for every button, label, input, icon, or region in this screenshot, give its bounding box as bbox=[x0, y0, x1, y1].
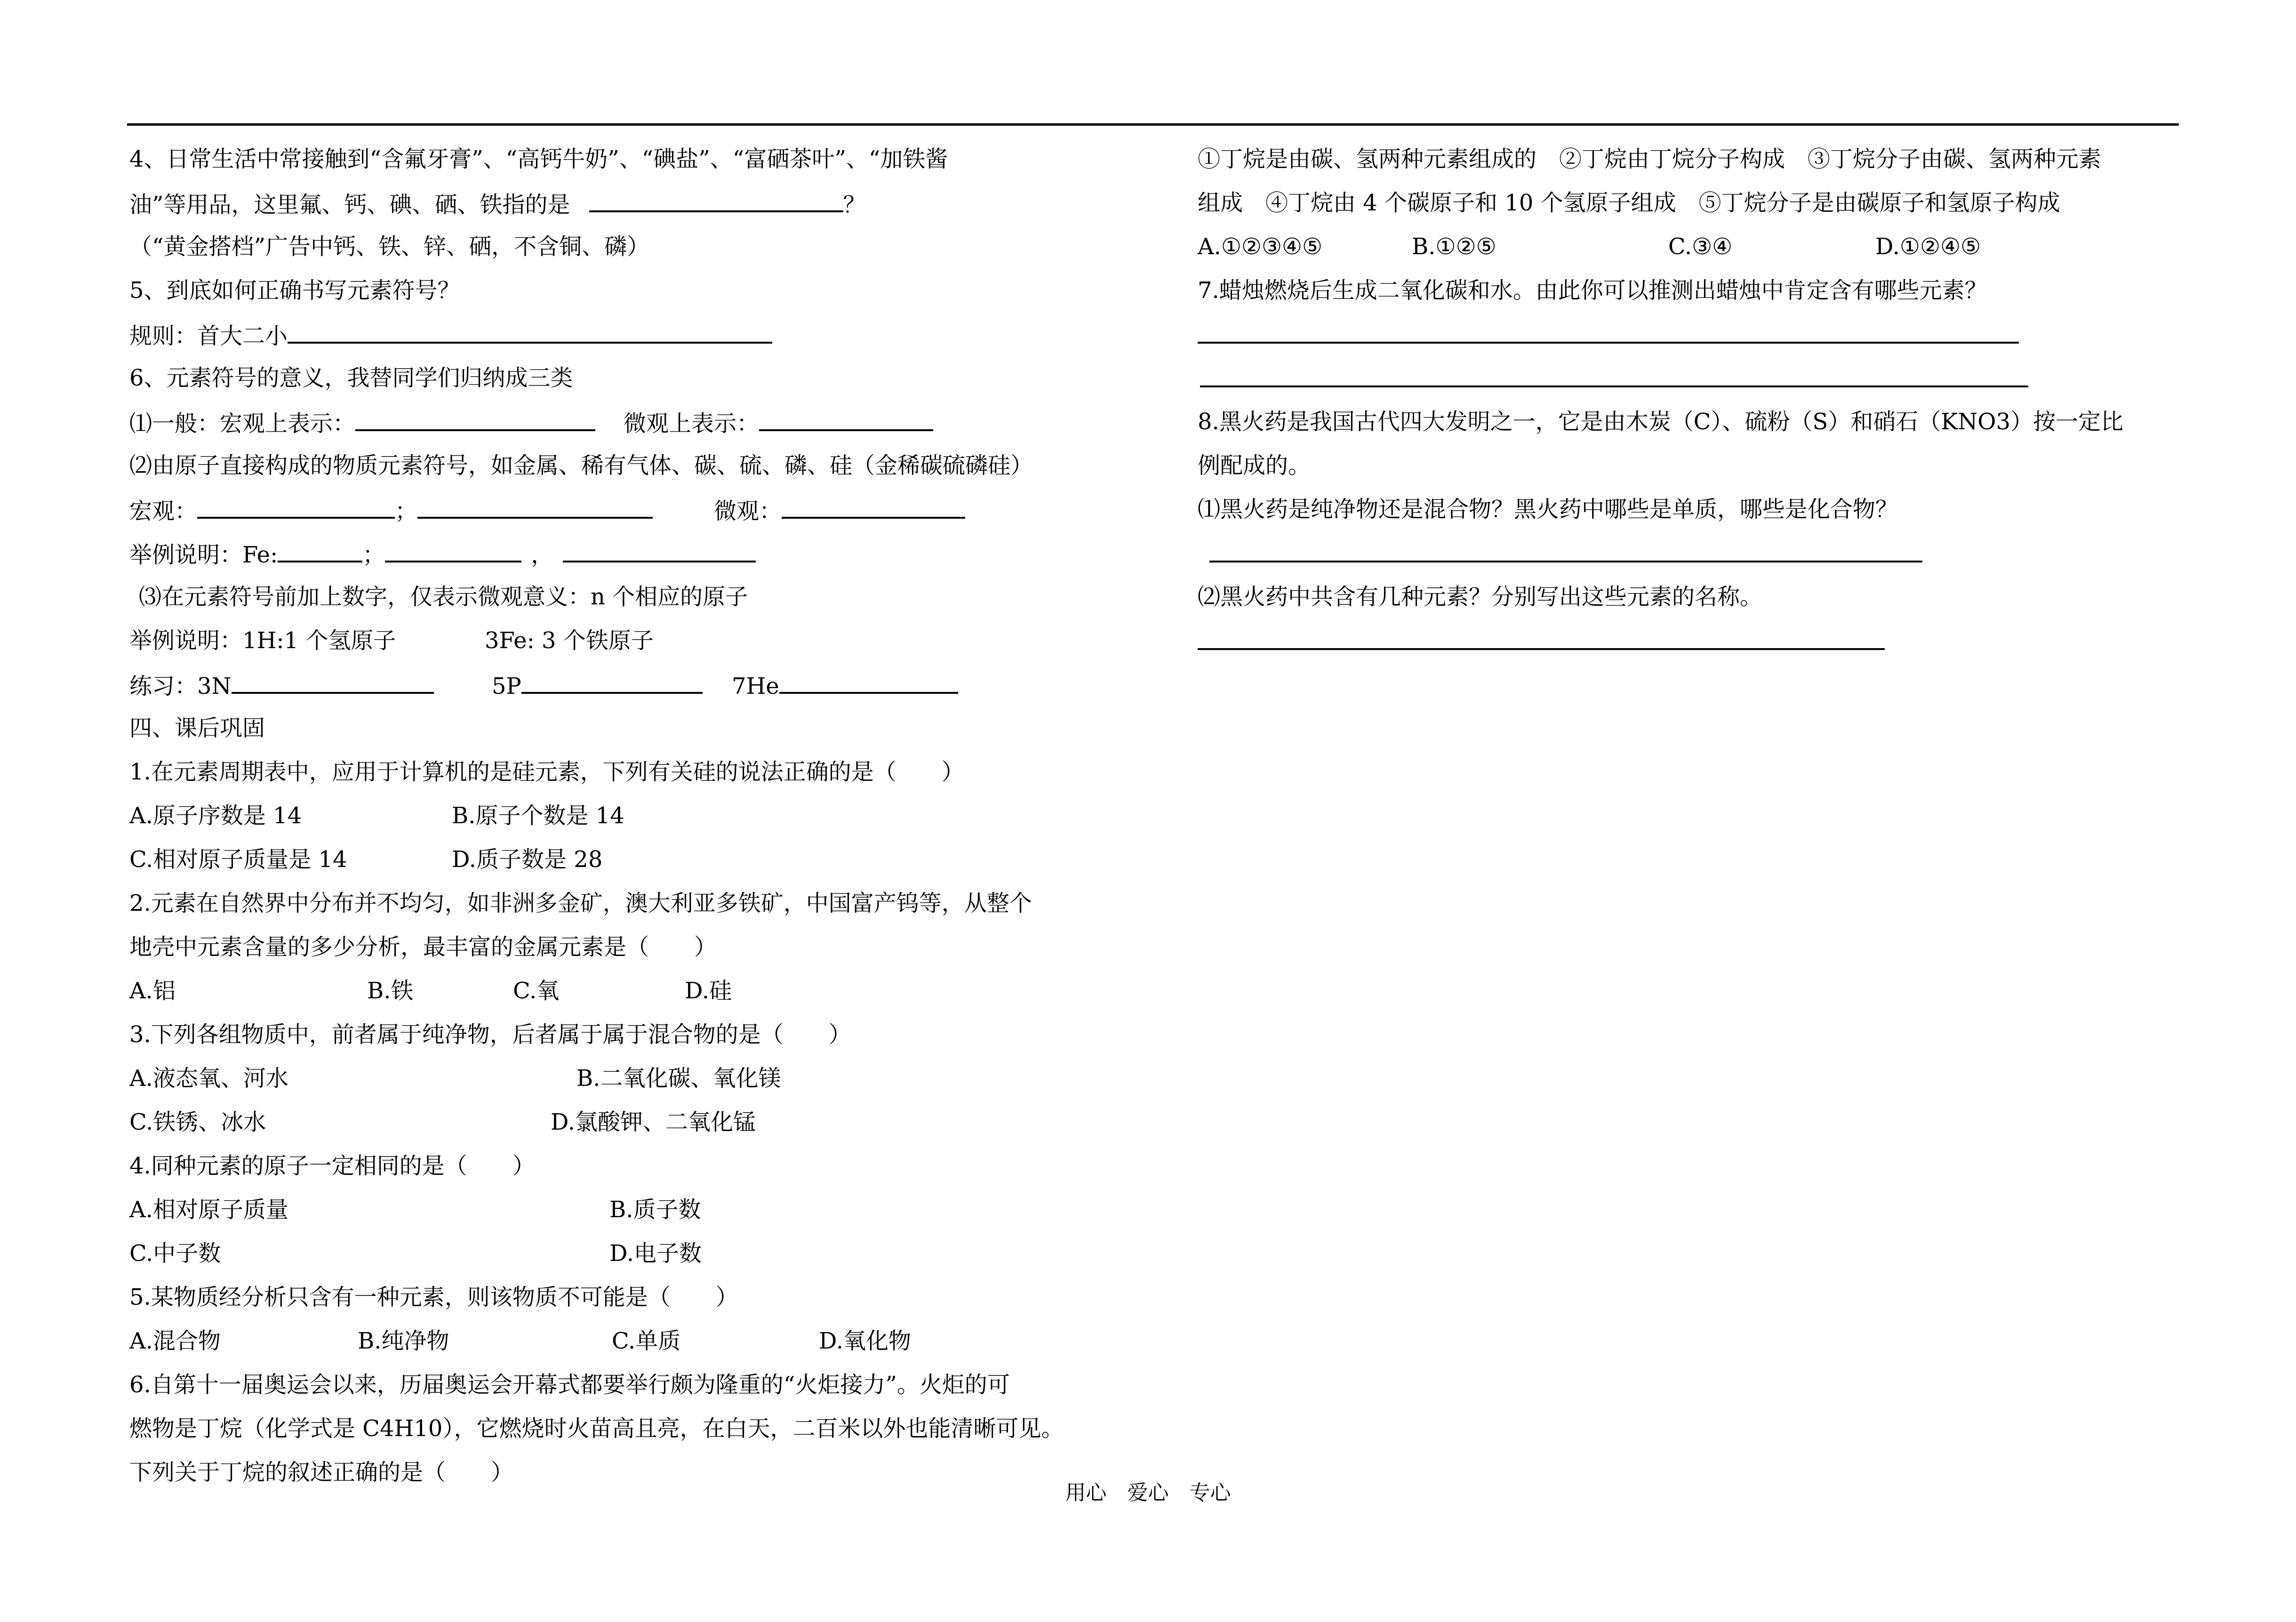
answer-blank[interactable] bbox=[521, 663, 703, 694]
exercise-6-statements-2: 组成 ④丁烷由 4 个碳原子和 10 个氢原子组成 ⑤丁烷分子是由碳原子和氢原子构成 bbox=[1198, 190, 2060, 216]
exercise-2-line1: 2.元素在自然界中分布并不均匀，如非洲多金矿，澳大利亚多铁矿，中国富产钨等，从整个 bbox=[129, 890, 1032, 916]
page-footer: 用心 爱心 专心 bbox=[1065, 1481, 1231, 1505]
exercise-6-line2: 燃物是丁烷（化学式是 C4H10），它燃烧时火苗高且亮，在白天，二百米以外也能清晰可见。 bbox=[129, 1415, 1064, 1442]
answer-blank[interactable] bbox=[288, 313, 772, 344]
question-8-part2: ⑵黑火药中共含有几种元素？分别写出这些元素的名称。 bbox=[1198, 584, 1763, 610]
q6-part3: ⑶在元素符号前加上数字，仅表示微观意义：n 个相应的原子 bbox=[139, 584, 748, 610]
left-column bbox=[129, 137, 1122, 1494]
question-8-line2: 例配成的。 bbox=[1198, 452, 1311, 479]
exercise-4-options-ab: A.相对原子质量 B.质子数 bbox=[129, 1196, 701, 1223]
q6-part2: ⑵由原子直接构成的物质元素符号，如金属、稀有气体、碳、硫、磷、硅（金稀碳硫磷硅） bbox=[129, 452, 1033, 479]
exercise-5-options: A.混合物 B.纯净物 C.单质 D.氧化物 bbox=[129, 1328, 912, 1354]
answer-blank[interactable] bbox=[232, 663, 434, 694]
answer-blank[interactable] bbox=[759, 400, 933, 431]
answer-blank[interactable] bbox=[563, 531, 756, 562]
exercise-1: 1.在元素周期表中，应用于计算机的是硅元素，下列有关硅的说法正确的是（ ） bbox=[129, 759, 964, 785]
answer-line[interactable] bbox=[1198, 531, 2181, 575]
question-8-line1: 8.黑火药是我国古代四大发明之一，它是由木炭（C）、硫粉（S）和硝石（KNO3）按一定比 bbox=[1198, 409, 2124, 435]
exercise-1-options-cd: C.相对原子质量是 14 D.质子数是 28 bbox=[129, 846, 603, 873]
q4-note: （“黄金搭档”广告中钙、铁、锌、硒，不含铜、磷） bbox=[129, 233, 650, 260]
exercise-4: 4.同种元素的原子一定相同的是（ ） bbox=[129, 1153, 535, 1179]
exercise-4-options-cd: C.中子数 D.电子数 bbox=[129, 1240, 702, 1267]
exercise-6-statements-1: ①丁烷是由碳、氢两种元素组成的 ②丁烷由丁烷分子构成 ③丁烷分子由碳、氢两种元素 bbox=[1198, 146, 2102, 172]
answer-blank[interactable] bbox=[385, 531, 521, 562]
header-rule bbox=[127, 123, 2179, 126]
q4-line1: 4、日常生活中常接触到“含氟牙膏”、“高钙牛奶”、“碘盐”、“富硒茶叶”、“加铁酱 bbox=[129, 146, 948, 172]
q6-title: 6、元素符号的意义，我替同学们归纳成三类 bbox=[129, 365, 573, 391]
exercise-3-options-ab: A.液态氧、河水 B.二氧化碳、氧化镁 bbox=[129, 1065, 781, 1092]
q6-example-line: 举例说明：Fe: ； ， bbox=[129, 531, 1122, 575]
answer-blank[interactable] bbox=[355, 400, 595, 431]
q6-macro-line: 宏观： ； 微观： bbox=[129, 488, 1122, 531]
exercise-1-options-ab: A.原子序数是 14 B.原子个数是 14 bbox=[129, 803, 624, 829]
answer-blank[interactable] bbox=[278, 531, 362, 562]
exercise-2-options: A.铝 B.铁 C.氧 D.硅 bbox=[129, 978, 732, 1004]
answer-blank[interactable] bbox=[417, 488, 653, 519]
q5-title: 5、到底如何正确书写元素符号？ bbox=[129, 277, 460, 304]
exercise-5: 5.某物质经分析只含有一种元素，则该物质不可能是（ ） bbox=[129, 1284, 738, 1310]
answer-line[interactable] bbox=[1198, 619, 2181, 663]
question-7: 7.蜡烛燃烧后生成二氧化碳和水。由此你可以推测出蜡烛中肯定含有哪些元素？ bbox=[1198, 277, 1987, 304]
answer-line[interactable] bbox=[1198, 313, 2181, 356]
exercise-6-options: A.①②③④⑤ B.①②⑤ C.③④ D.①②④⑤ bbox=[1198, 233, 1981, 260]
exercise-6-line3: 下列关于丁烷的叙述正确的是（ ） bbox=[129, 1459, 514, 1485]
q6-part1: ⑴一般：宏观上表示： 微观上表示： bbox=[129, 400, 1122, 444]
q6-example2: 举例说明：1H:1 个氢原子 3Fe: 3 个铁原子 bbox=[129, 627, 654, 654]
answer-blank[interactable] bbox=[589, 181, 843, 212]
section-title: 四、课后巩固 bbox=[129, 715, 265, 741]
answer-blank[interactable] bbox=[782, 488, 965, 519]
q6-practice: 练习：3N 5P 7He bbox=[129, 663, 1122, 707]
exercise-3-options-cd: C.铁锈、冰水 D.氯酸钾、二氧化锰 bbox=[129, 1109, 756, 1135]
right-column bbox=[1198, 137, 2181, 663]
exercise-3: 3.下列各组物质中，前者属于纯净物，后者属于属于混合物的是（ ） bbox=[129, 1021, 851, 1048]
answer-line[interactable] bbox=[1198, 356, 2181, 400]
exercise-6-line1: 6.自第十一届奥运会以来，历届奥运会开幕式都要举行颇为隆重的“火炬接力”。火炬的可 bbox=[129, 1372, 1010, 1398]
exercise-2-line2: 地壳中元素含量的多少分析，最丰富的金属元素是（ ） bbox=[129, 934, 717, 960]
answer-blank[interactable] bbox=[197, 488, 395, 519]
answer-blank[interactable] bbox=[779, 663, 958, 694]
q5-rule: 规则：首大二小 bbox=[129, 313, 1122, 356]
q4-line2: 油”等用品，这里氟、钙、碘、硒、铁指的是 ？ bbox=[129, 181, 1122, 225]
question-8-part1: ⑴黑火药是纯净物还是混合物？黑火药中哪些是单质，哪些是化合物？ bbox=[1198, 496, 1898, 522]
